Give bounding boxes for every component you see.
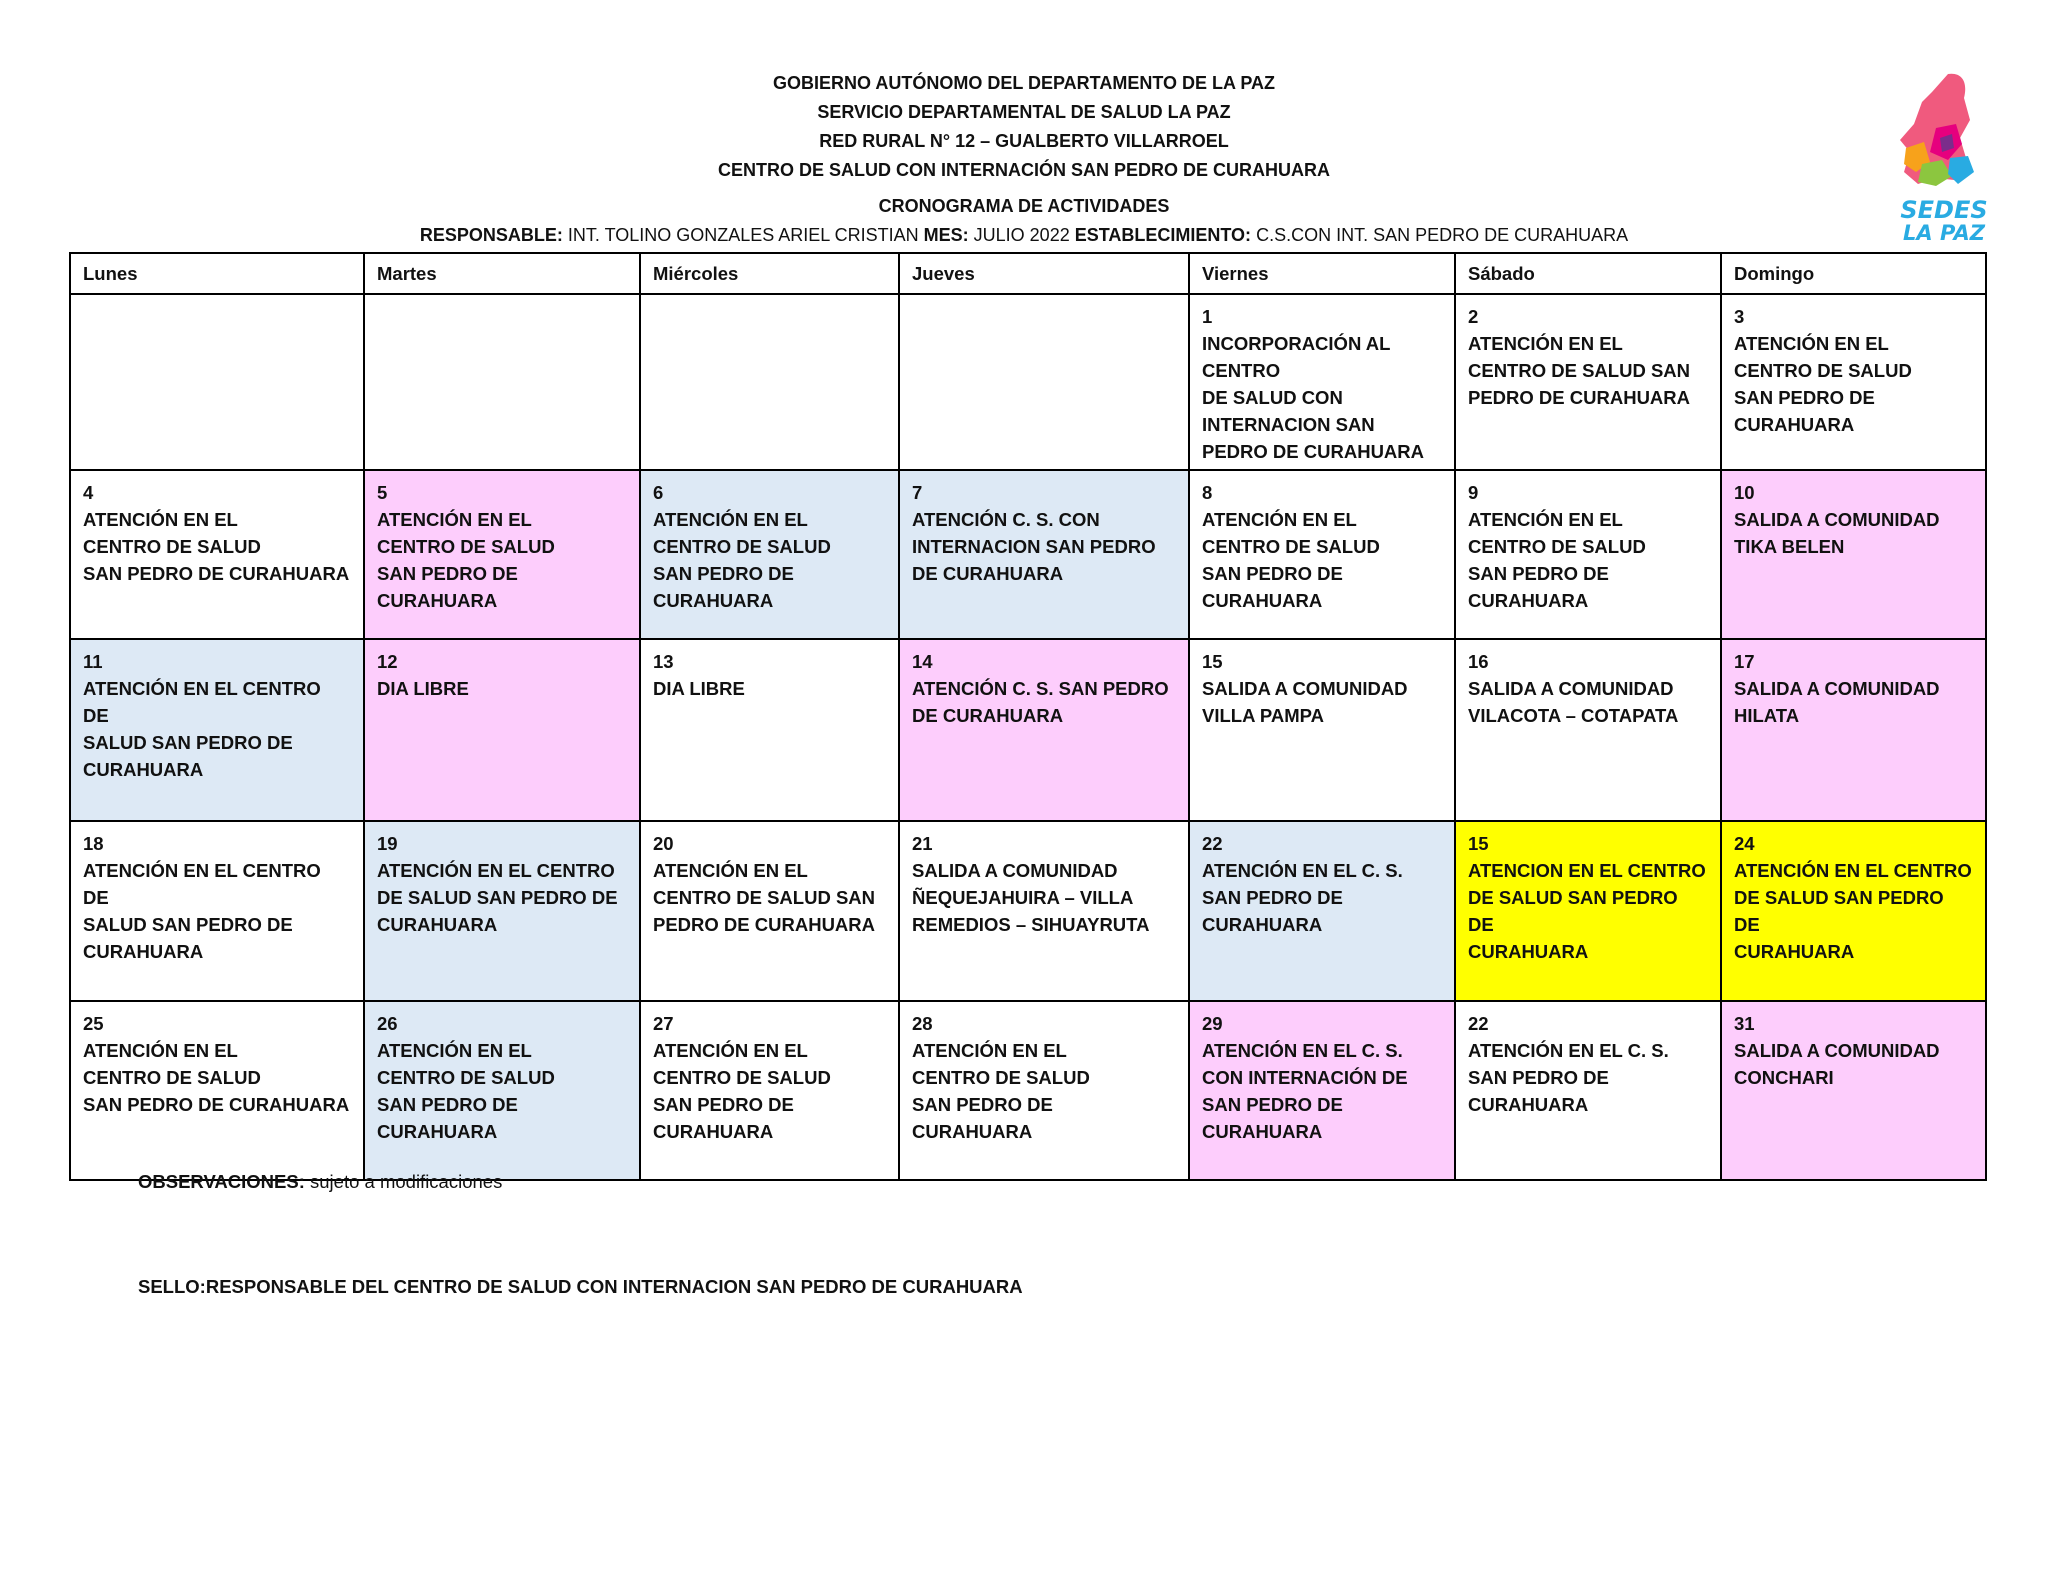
day-activity: ATENCIÓN EN EL CENTRO DE SALUD SAN PEDRO DE CURAHUARA	[912, 1040, 1090, 1142]
weekday-martes: Martes	[364, 253, 640, 294]
calendar-day-cell	[70, 470, 364, 639]
day-number: 28	[912, 1013, 933, 1034]
day-number: 19	[377, 833, 398, 854]
day-activity: ATENCIÓN EN EL CENTRO DE SALUD SAN PEDRO DE CURAHUARA	[83, 678, 321, 780]
calendar-day-cell	[364, 470, 640, 639]
calendar-week-row	[70, 470, 1986, 639]
day-activity: ATENCIÓN EN EL C. S. SAN PEDRO DE CURAHUARA	[1202, 860, 1403, 935]
calendar-week-row	[70, 1001, 1986, 1180]
day-activity: ATENCIÓN EN EL CENTRO DE SALUD SAN PEDRO DE CURAHUARA	[1734, 333, 1912, 435]
day-number: 20	[653, 833, 674, 854]
day-activity: ATENCIÓN EN EL C. S. CON INTERNACIÓN DE SAN PEDRO DE CURAHUARA	[1202, 1040, 1408, 1142]
calendar-day-cell	[899, 470, 1189, 639]
day-number: 27	[653, 1013, 674, 1034]
calendar-day-cell	[364, 639, 640, 821]
logo-text-line-2: LA PAZ	[1903, 221, 1985, 245]
day-activity: DIA LIBRE	[653, 678, 745, 699]
day-number: 6	[653, 482, 664, 503]
day-activity: SALIDA A COMUNIDAD HILATA	[1734, 678, 1940, 726]
calendar-day-cell	[640, 639, 899, 821]
weekday-header-row	[70, 253, 1986, 294]
day-activity: ATENCIÓN EN EL C. S. SAN PEDRO DE CURAHUARA	[1468, 1040, 1669, 1115]
calendar-day-cell	[1455, 470, 1721, 639]
day-activity: ATENCIÓN EN EL CENTRO DE SALUD SAN PEDRO DE CURAHUARA	[1734, 860, 1972, 962]
weekday-viernes: Viernes	[1189, 253, 1455, 294]
day-activity: ATENCIÓN C. S. CON INTERNACION SAN PEDRO DE CURAHUARA	[912, 509, 1156, 584]
header-line-3: RED RURAL N° 12 – GUALBERTO VILLARROEL	[819, 131, 1229, 151]
day-activity: INCORPORACIÓN AL CENTRO DE SALUD CON INTERNACION SAN PEDRO DE CURAHUARA	[1202, 333, 1425, 462]
calendar-day-cell	[70, 639, 364, 821]
calendar-day-cell	[1721, 294, 1986, 470]
calendar-table	[69, 252, 1987, 1181]
calendar-day-cell	[364, 821, 640, 1001]
day-activity: ATENCIÓN EN EL CENTRO DE SALUD SAN PEDRO DE CURAHUARA	[653, 1040, 831, 1142]
day-number: 25	[83, 1013, 104, 1034]
calendar-day-cell	[1189, 639, 1455, 821]
weekday-miercoles: Miércoles	[640, 253, 899, 294]
calendar-day-cell	[640, 821, 899, 1001]
day-number: 5	[377, 482, 388, 503]
header-line-2: SERVICIO DEPARTAMENTAL DE SALUD LA PAZ	[817, 102, 1231, 122]
calendar-day-cell	[899, 821, 1189, 1001]
calendar-day-cell	[640, 470, 899, 639]
day-number: 22	[1468, 1013, 1489, 1034]
day-activity: ATENCIÓN EN EL CENTRO DE SALUD SAN PEDRO DE CURAHUARA	[653, 509, 831, 611]
weekday-sabado: Sábado	[1455, 253, 1721, 294]
day-number: 15	[1202, 651, 1223, 672]
day-number: 12	[377, 651, 398, 672]
day-activity: ATENCIÓN EN EL CENTRO DE SALUD SAN PEDRO DE CURAHUARA	[653, 860, 876, 935]
weekday-domingo: Domingo	[1721, 253, 1986, 294]
day-number: 22	[1202, 833, 1223, 854]
calendar-week-row	[70, 639, 1986, 821]
calendar-day-cell	[1189, 470, 1455, 639]
sedes-la-paz-logo	[1896, 68, 1992, 246]
calendar-day-cell	[899, 294, 1189, 470]
day-number: 14	[912, 651, 933, 672]
day-number: 26	[377, 1013, 398, 1034]
day-activity: ATENCIÓN EN EL CENTRO DE SALUD SAN PEDRO DE CURAHUARA	[83, 860, 321, 962]
calendar-day-cell	[364, 1001, 640, 1180]
mes-value: JULIO 2022	[968, 225, 1075, 245]
calendar-day-cell	[1455, 294, 1721, 470]
day-number: 16	[1468, 651, 1489, 672]
day-activity: ATENCIÓN EN EL CENTRO DE SALUD SAN PEDRO DE CURAHUARA	[83, 1040, 350, 1115]
day-activity: ATENCIÓN EN EL CENTRO DE SALUD SAN PEDRO DE CURAHUARA	[377, 860, 618, 935]
day-activity: ATENCION EN EL CENTRO DE SALUD SAN PEDRO DE CURAHUARA	[1468, 860, 1706, 962]
weekday-lunes: Lunes	[70, 253, 364, 294]
weekday-jueves: Jueves	[899, 253, 1189, 294]
calendar-day-cell	[1721, 821, 1986, 1001]
day-number: 7	[912, 482, 923, 503]
responsable-label: RESPONSABLE:	[419, 225, 563, 245]
day-activity: SALIDA A COMUNIDAD ÑEQUEJAHUIRA – VILLA REMEDIOS – SIHUAYRUTA	[912, 860, 1150, 935]
header-line-1: GOBIERNO AUTÓNOMO DEL DEPARTAMENTO DE LA PAZ	[772, 73, 1275, 93]
day-number: 9	[1468, 482, 1479, 503]
day-number: 4	[83, 482, 94, 503]
day-activity: ATENCIÓN EN EL CENTRO DE SALUD SAN PEDRO DE CURAHUARA	[1468, 333, 1691, 408]
calendar-day-cell	[1189, 1001, 1455, 1180]
day-activity: ATENCIÓN EN EL CENTRO DE SALUD SAN PEDRO DE CURAHUARA	[1468, 509, 1646, 611]
calendar-day-cell	[899, 639, 1189, 821]
day-number: 15	[1468, 833, 1489, 854]
day-number: 13	[653, 651, 674, 672]
observaciones-value: sujeto a modificaciones	[304, 1171, 503, 1192]
day-activity: SALIDA A COMUNIDAD VILACOTA – COTAPATA	[1468, 678, 1679, 726]
calendar-day-cell	[640, 294, 899, 470]
day-activity: SALIDA A COMUNIDAD CONCHARI	[1734, 1040, 1940, 1088]
day-number: 31	[1734, 1013, 1755, 1034]
day-number: 10	[1734, 482, 1755, 503]
observaciones-label: OBSERVACIONES:	[138, 1171, 305, 1192]
day-number: 29	[1202, 1013, 1223, 1034]
establecimiento-value: C.S.CON INT. SAN PEDRO DE CURAHUARA	[1251, 225, 1629, 245]
day-number: 18	[83, 833, 104, 854]
header-line-4: CENTRO DE SALUD CON INTERNACIÓN SAN PEDRO DE CURAHUARA	[717, 160, 1331, 180]
day-activity: ATENCIÓN EN EL CENTRO DE SALUD SAN PEDRO DE CURAHUARA	[377, 1040, 555, 1142]
day-activity: ATENCIÓN C. S. SAN PEDRO DE CURAHUARA	[912, 678, 1169, 726]
observaciones	[138, 1170, 502, 1194]
calendar-day-cell	[1721, 639, 1986, 821]
mes-label: MES:	[923, 225, 969, 245]
calendar-day-cell	[1189, 821, 1455, 1001]
day-activity: SALIDA A COMUNIDAD VILLA PAMPA	[1202, 678, 1408, 726]
calendar-day-cell	[70, 821, 364, 1001]
calendar-day-cell	[1721, 470, 1986, 639]
calendar-week-row	[70, 294, 1986, 470]
calendar-day-cell	[364, 294, 640, 470]
sello-line: SELLO:RESPONSABLE DEL CENTRO DE SALUD CON INTERNACION SAN PEDRO DE CURAHUARA	[138, 1276, 1023, 1297]
calendar-day-cell	[1189, 294, 1455, 470]
day-number: 21	[912, 833, 933, 854]
day-number: 1	[1202, 306, 1213, 327]
calendar-day-cell	[1455, 821, 1721, 1001]
page-title: CRONOGRAMA DE ACTIVIDADES	[878, 196, 1170, 216]
day-activity: ATENCIÓN EN EL CENTRO DE SALUD SAN PEDRO DE CURAHUARA	[1202, 509, 1380, 611]
calendar-day-cell	[1455, 1001, 1721, 1180]
responsable-line	[0, 224, 2048, 246]
day-number: 8	[1202, 482, 1213, 503]
calendar-day-cell	[70, 1001, 364, 1180]
calendar-day-cell	[899, 1001, 1189, 1180]
responsable-value: INT. TOLINO GONZALES ARIEL CRISTIAN	[562, 225, 924, 245]
day-number: 17	[1734, 651, 1755, 672]
day-activity: ATENCIÓN EN EL CENTRO DE SALUD SAN PEDRO DE CURAHUARA	[377, 509, 555, 611]
day-activity: SALIDA A COMUNIDAD TIKA BELEN	[1734, 509, 1940, 557]
day-number: 3	[1734, 306, 1745, 327]
day-activity: DIA LIBRE	[377, 678, 469, 699]
calendar-day-cell	[640, 1001, 899, 1180]
day-activity: ATENCIÓN EN EL CENTRO DE SALUD SAN PEDRO DE CURAHUARA	[83, 509, 350, 584]
calendar-week-row	[70, 821, 1986, 1001]
logo-text-line-1: SEDES	[1900, 196, 1988, 224]
calendar-day-cell	[70, 294, 364, 470]
establecimiento-label: ESTABLECIMIENTO:	[1074, 225, 1252, 245]
calendar-day-cell	[1721, 1001, 1986, 1180]
day-number: 2	[1468, 306, 1479, 327]
calendar-day-cell	[1455, 639, 1721, 821]
day-number: 24	[1734, 833, 1755, 854]
day-number: 11	[83, 651, 103, 672]
